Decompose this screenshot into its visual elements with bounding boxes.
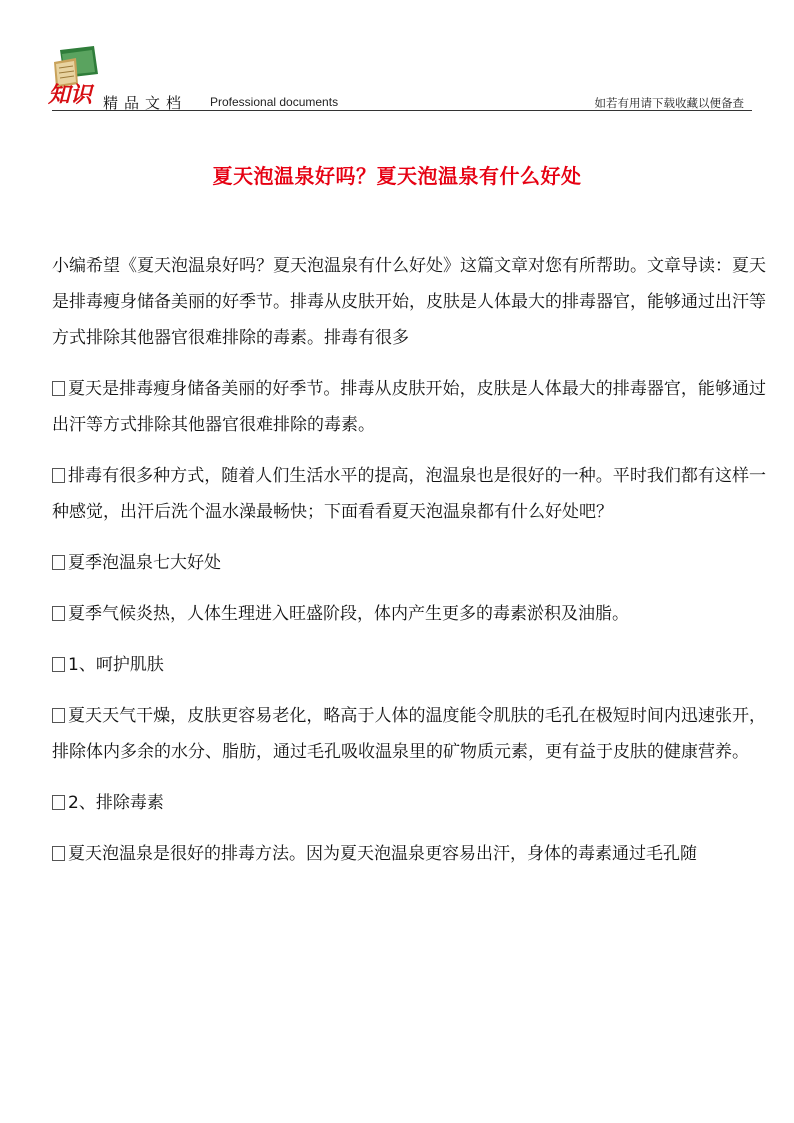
checkbox-glyph-icon [52, 555, 65, 570]
paragraph-text: 夏天天气干燥，皮肤更容易老化，略高于人体的温度能令肌肤的毛孔在极短时间内迅速张开，排除体内多余的水分、脂肪，通过毛孔吸收温泉里的矿物质元素，更有益于皮肤的健康营养。 [52, 706, 766, 762]
paragraph [52, 836, 766, 872]
paragraph-text: 夏天是排毒瘦身储备美丽的好季节。排毒从皮肤开始，皮肤是人体最大的排毒器官，能够通过出汗等方式排除其他器官很难排除的毒素。 [52, 379, 766, 435]
header-divider [52, 110, 752, 111]
checkbox-glyph-icon [52, 606, 65, 621]
brand-name: 精品文档 [103, 94, 188, 112]
checkbox-glyph-icon [52, 657, 65, 672]
checkbox-glyph-icon [52, 846, 65, 861]
paragraph [52, 371, 766, 443]
paragraph-text: 2、排除毒素 [68, 793, 164, 813]
paragraph-text: 夏季泡温泉七大好处 [68, 553, 221, 573]
checkbox-glyph-icon [52, 468, 65, 483]
paragraph [52, 785, 766, 821]
paragraph [52, 596, 766, 632]
paragraph-text: 1、呵护肌肤 [68, 655, 164, 675]
checkbox-glyph-icon [52, 708, 65, 723]
header-note: 如若有用请下载收藏以便备查 [594, 96, 744, 110]
document-body [52, 248, 766, 887]
checkbox-glyph-icon [52, 795, 65, 810]
paragraph-text: 排毒有很多种方式，随着人们生活水平的提高，泡温泉也是很好的一种。平时我们都有这样一种感觉，出汗后洗个温水澡最畅快；下面看看夏天泡温泉都有什么好处吧？ [52, 466, 766, 522]
logo-text: 知识 [48, 82, 93, 106]
book-logo-icon [46, 44, 104, 106]
paragraph [52, 458, 766, 530]
paragraph [52, 647, 766, 683]
document-title: 夏天泡温泉好吗？夏天泡温泉有什么好处 [212, 164, 582, 188]
paragraph-text: 小编希望《夏天泡温泉好吗？夏天泡温泉有什么好处》这篇文章对您有所帮助。文章导读：夏天是排毒瘦身储备美丽的好季节。排毒从皮肤开始，皮肤是人体最大的排毒器官，能够通过出汗等方式排除其他器官很难排除的毒素。排毒有很多 [52, 256, 766, 348]
paragraph-text: 夏季气候炎热，人体生理进入旺盛阶段，体内产生更多的毒素淤积及油脂。 [68, 604, 629, 624]
checkbox-glyph-icon [52, 381, 65, 396]
page-header [0, 0, 794, 115]
paragraph [52, 248, 766, 356]
paragraph-text: 夏天泡温泉是很好的排毒方法。因为夏天泡温泉更容易出汗，身体的毒素通过毛孔随 [68, 844, 697, 864]
paragraph [52, 545, 766, 581]
brand-subtitle: Professional documents [210, 95, 339, 109]
paragraph [52, 698, 766, 770]
